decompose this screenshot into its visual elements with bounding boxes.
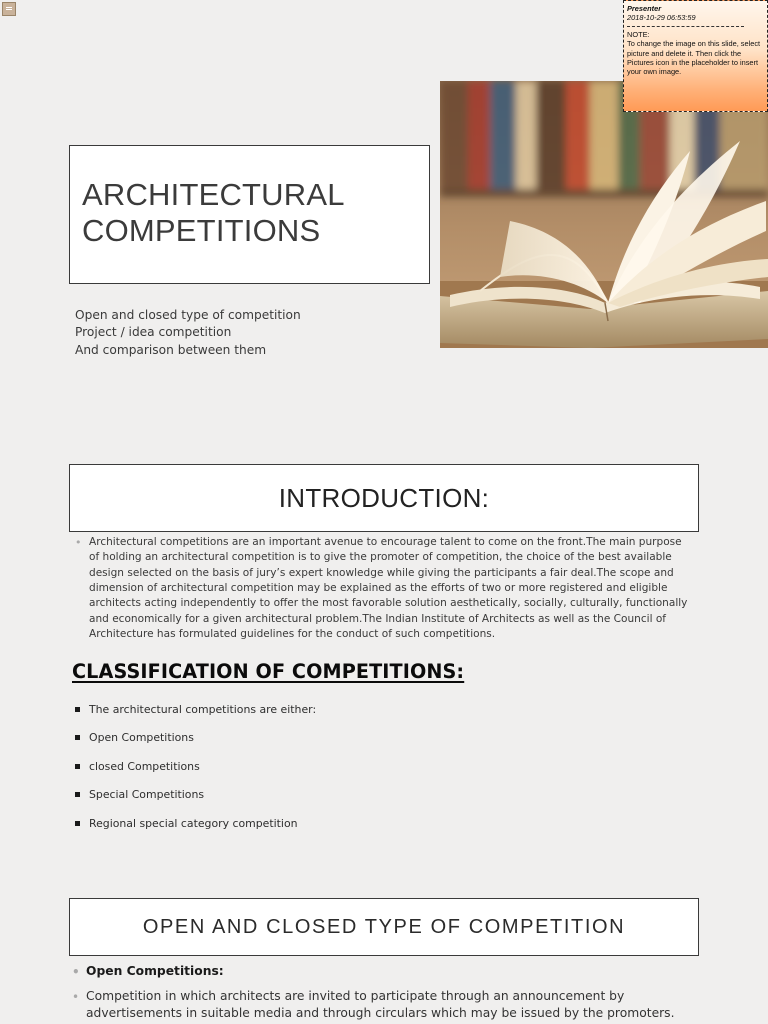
note-date: 2018-10-29 06:53:59 (627, 13, 696, 23)
introduction-paragraph (75, 535, 695, 642)
slide-title (82, 177, 412, 249)
open-competitions-lead: Open Competitions: (86, 964, 224, 978)
presenter-note[interactable] (623, 0, 768, 112)
list-item (75, 787, 316, 815)
note-text: To change the image on this slide, select picture and delete it. Then click the Pictures icon in the placeholder to insert your own image. (627, 39, 761, 77)
square-bullet-icon (75, 764, 80, 769)
square-bullet-icon (75, 707, 80, 712)
open-book-photo-icon (440, 81, 768, 348)
subtitle-list (75, 307, 301, 359)
comment-marker-icon[interactable] (2, 2, 16, 16)
title-line-2: COMPETITIONS (82, 213, 321, 248)
note-label: NOTE: (627, 29, 650, 39)
bullet-icon: • (72, 990, 80, 1004)
list-item (72, 988, 702, 1022)
note-divider (627, 24, 744, 27)
subtitle-line: And comparison between them (75, 342, 267, 357)
introduction-text: Architectural competitions are an important avenue to encourage talent to come on the front.The main purpose of holding an architectural competition is to give the promoter of competition, the choice of the best available design selected on the basis of jury’s expert knowledge while giving the participants a fair deal.The scope and dimension of architectural competition may be explained as the efforts of two or more registered and eligible architects acting independently to offer the most favorable solution aesthetically, socially, culturally, functionally and economically for a given architectural problem.The Indian Institute of Architects as well as the Council of Architecture has formulated guidelines for the conduct of such competitions. (89, 536, 688, 641)
list-item-text: Special Competitions (89, 788, 205, 802)
bullet-icon: • (75, 536, 82, 549)
subtitle-line: Project / idea competition (75, 325, 232, 340)
square-bullet-icon (75, 821, 80, 826)
open-closed-heading-box (69, 898, 699, 956)
list-item-text: Open Competitions (89, 731, 194, 745)
square-bullet-icon (75, 792, 80, 797)
list-item (75, 759, 316, 787)
note-author: Presenter (627, 4, 662, 13)
title-box (69, 145, 430, 284)
list-item (72, 962, 702, 981)
introduction-heading-box (69, 464, 699, 532)
list-item-text: Regional special category competition (89, 816, 298, 830)
list-item (75, 702, 316, 730)
list-item-text: The architectural competitions are either: (89, 703, 317, 716)
open-closed-heading: OPEN AND CLOSED TYPE OF COMPETITION (142, 915, 626, 938)
title-line-1: ARCHITECTURAL (82, 177, 345, 212)
square-bullet-icon (75, 735, 80, 740)
list-item (75, 730, 316, 758)
classification-heading: CLASSIFICATION OF COMPETITIONS: (72, 660, 465, 683)
introduction-heading: INTRODUCTION: (278, 482, 490, 513)
subtitle-line: Open and closed type of competition (75, 308, 301, 322)
list-item-text: closed Competitions (89, 759, 200, 773)
list-item (75, 816, 316, 844)
classification-list (75, 702, 316, 844)
open-competitions-list (72, 962, 702, 1022)
list-item (75, 535, 695, 642)
bullet-icon: • (72, 965, 80, 979)
open-competitions-text: Competition in which architects are invited to participate through an announcement by advertisements in suitable media and through circulars which may be issued by the promoters. (86, 989, 675, 1020)
